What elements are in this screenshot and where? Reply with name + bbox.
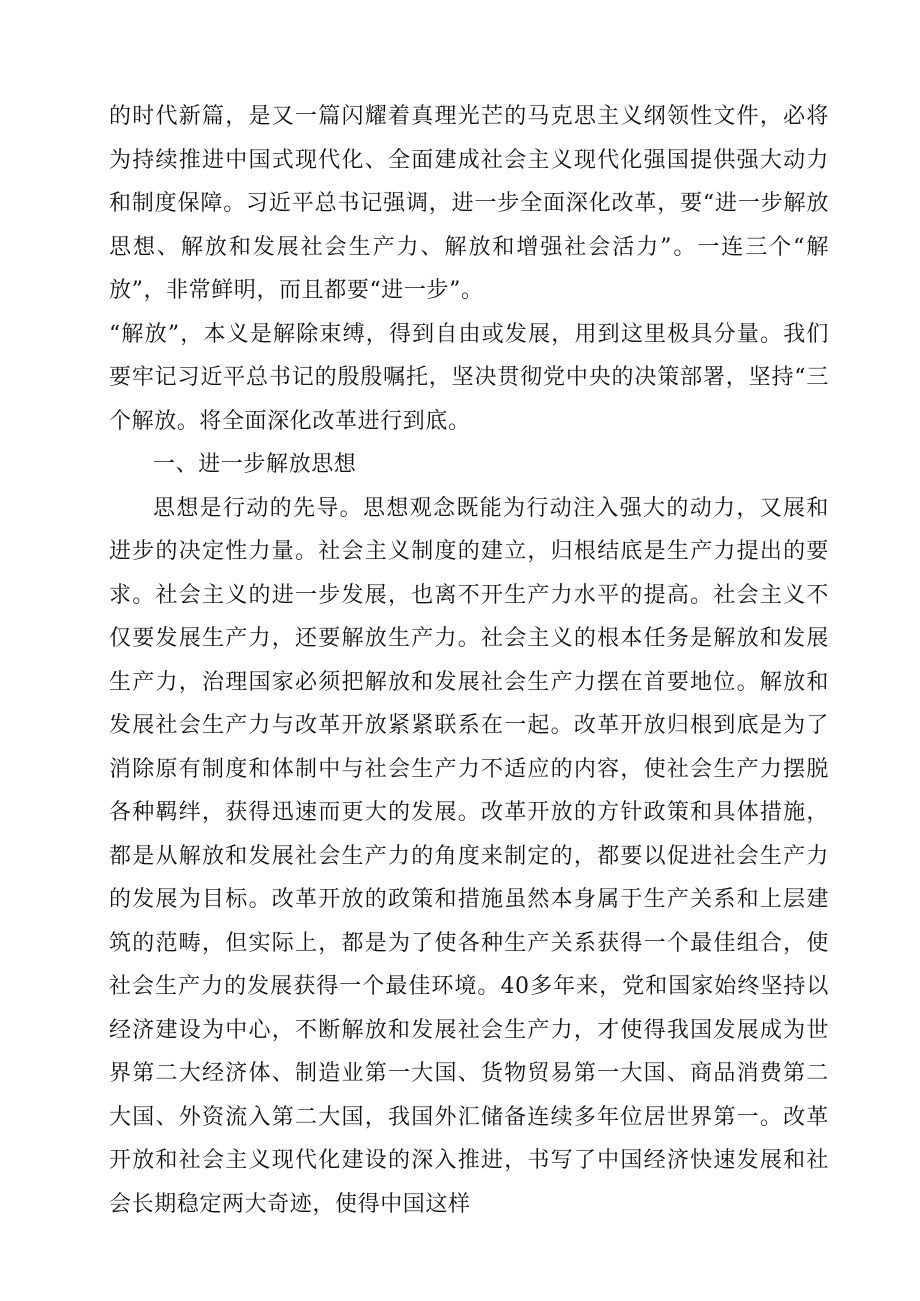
document-body [109, 95, 829, 1226]
section-heading: 一、进一步解放思想 [153, 452, 357, 477]
paragraph-emancipate-mind: 思想是行动的先导。思想观念既能为行动注入强大的动力，又展和进步的决定性力量。社会主义制度的建立，归根结底是生产力提出的要求。社会主义的进一步发展，也离不开生产力水平的提高。社会主义不仅要发展生产力，还要解放生产力。社会主义的根本任务是解放和发展生产力，治理国家必须把解放和发展社会生产力摆在首要地位。解放和发展社会生产力与改革开放紧紧联系在一起。改革开放归根到底是为了消除原有制度和体制中与社会生产力不适应的内容，使社会生产力摆脱各种羁绊，获得迅速而更大的发展。改革开放的方针政策和具体措施，都是从解放和发展社会生产力的角度来制定的，都要以促进社会生产力的发展为目标。改革开放的政策和措施虽然本身属于生产关系和上层建筑的范畴，但实际上，都是为了使各种生产关系获得一个最佳组合，使社会生产力的发展获得一个最佳环境。40多年来，党和国家始终坚持以经济建设为中心，不断解放和发展社会生产力，才使得我国发展成为世界第二大经济体、制造业第一大国、货物贸易第一大国、商品消费第二大国、外资流入第二大国，我国外汇储备连续多年位居世界第一。改革开放和社会主义现代化建设的深入推进，书写了中国经济快速发展和社会长期稳定两大奇迹，使得中国这样 [109, 495, 829, 1217]
paragraph-liberation-meaning: “解放”，本义是解除束缚，得到自由或发展，用到这里极具分量。我们要牢记习近平总书记的殷殷嘱托，坚决贯彻党中央的决策部署，坚持“三个解放。将全面深化改革进行到底。 [109, 321, 829, 434]
paragraph-continuation: 的时代新篇，是又一篇闪耀着真理光芒的马克思主义纲领性文件，必将为持续推进中国式现代化、全面建成社会主义现代化强国提供强大动力和制度保障。习近平总书记强调，进一步全面深化改革，要“进一步解放思想、解放和发展社会生产力、解放和增强社会活力”。一连三个“解放”，非常鲜明，而且都要“进一步”。 [109, 104, 829, 303]
